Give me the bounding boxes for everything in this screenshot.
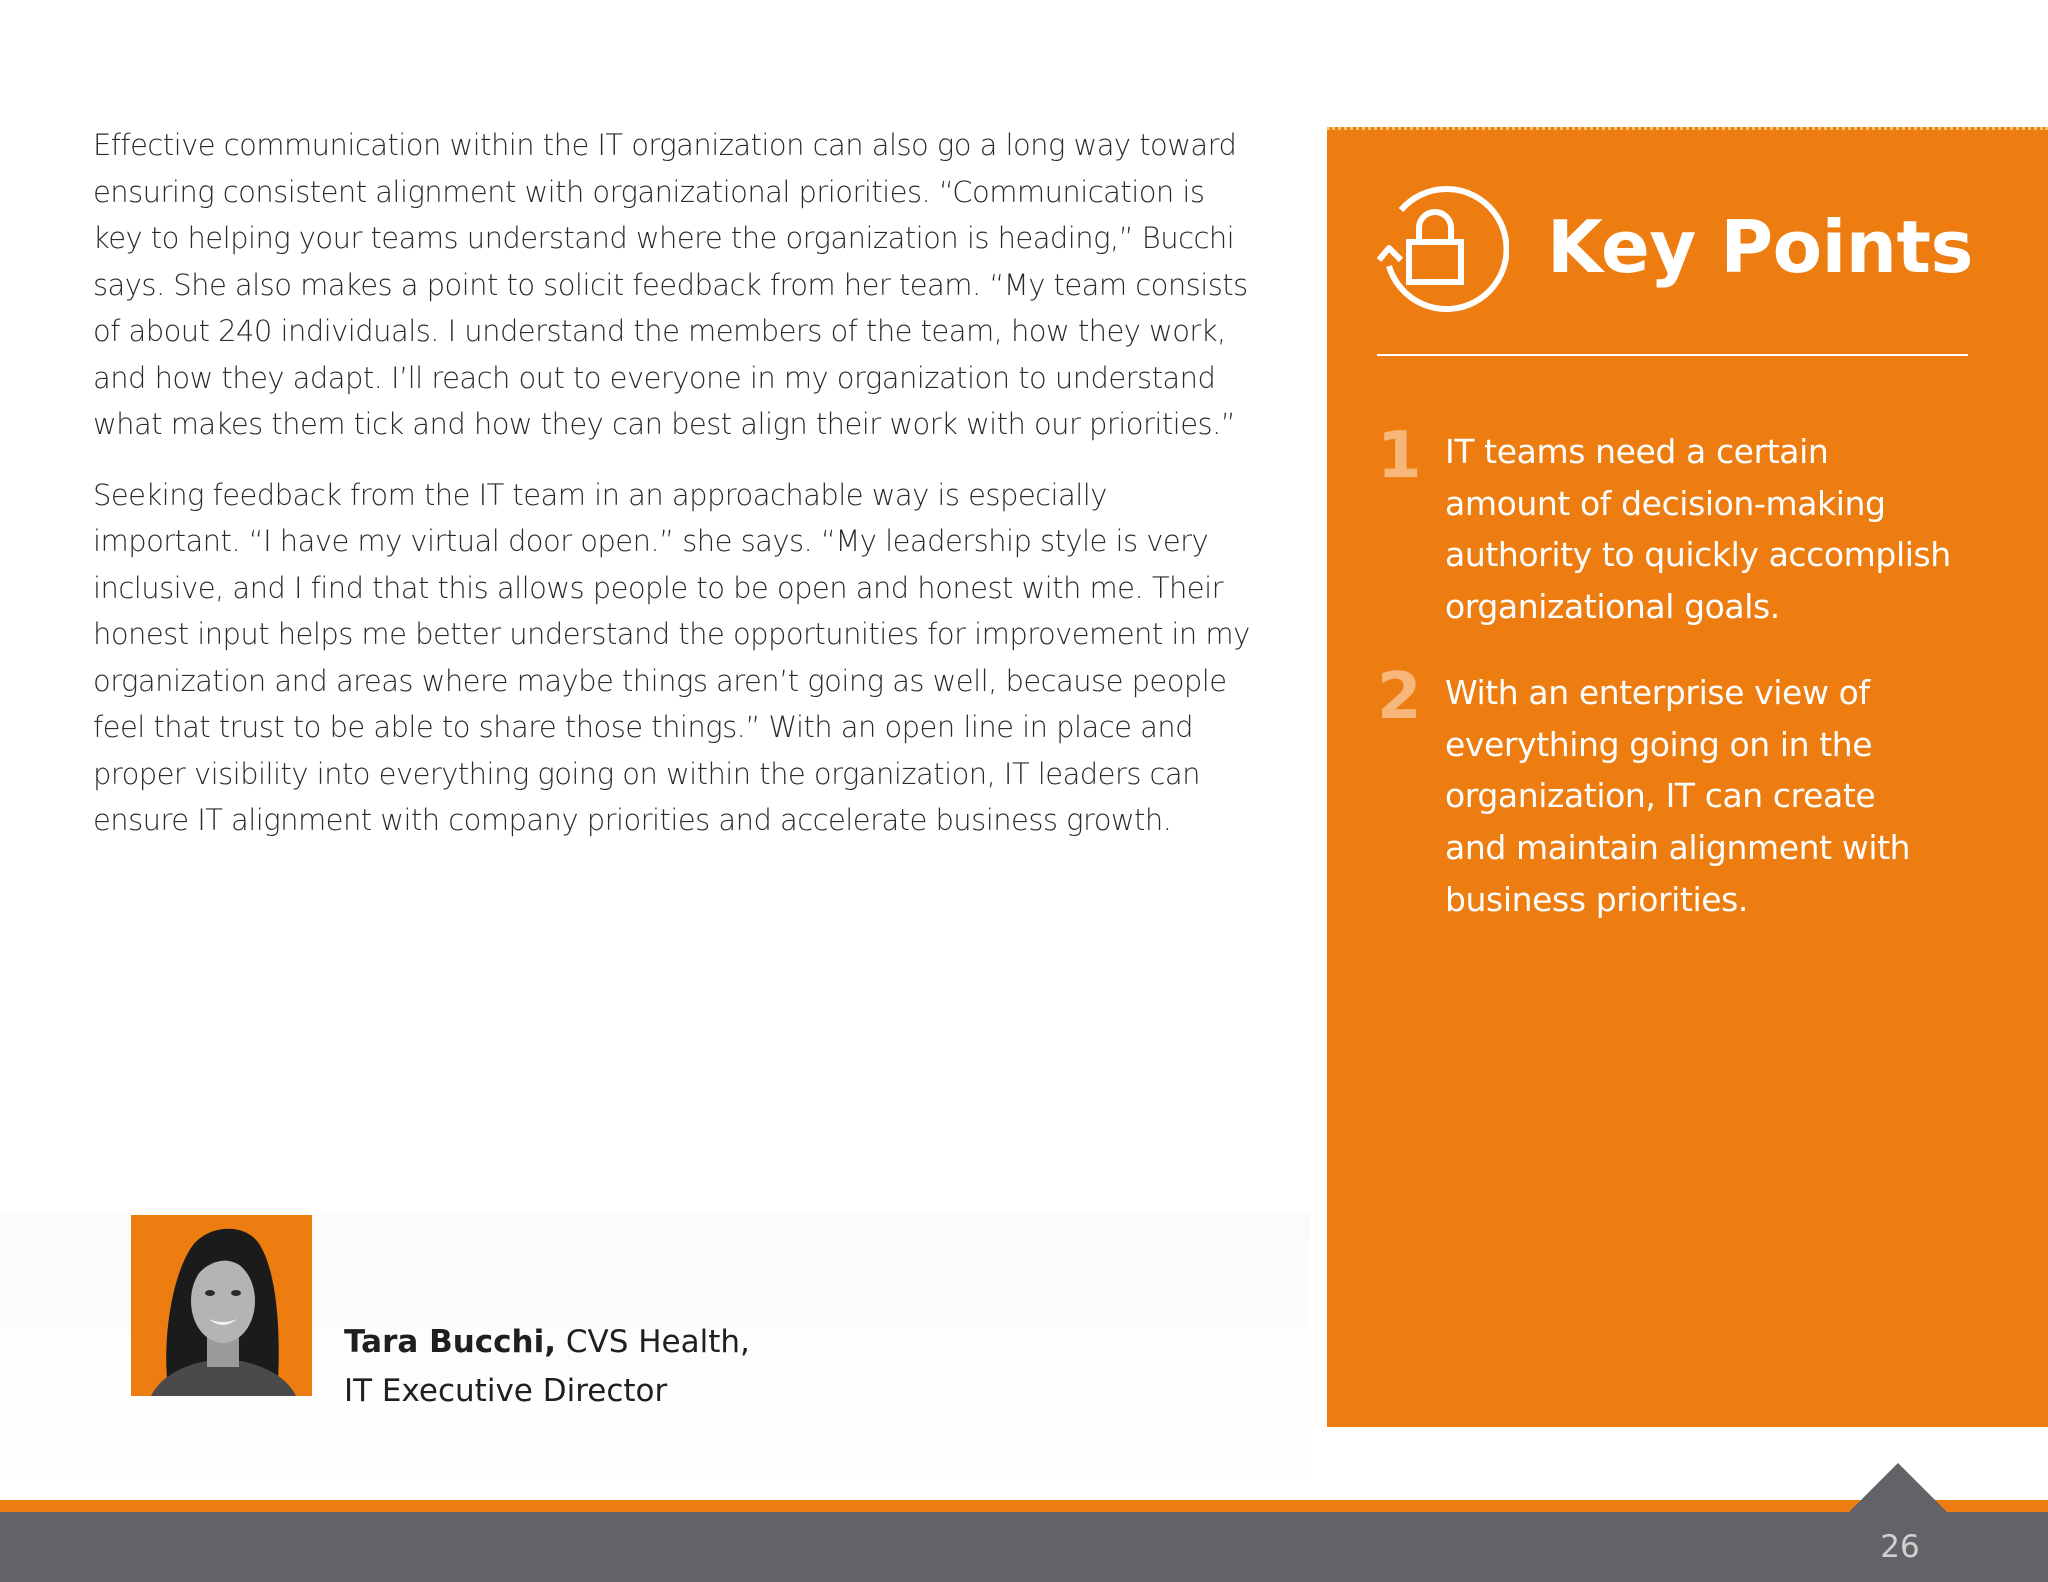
key-point-number: 2 [1377, 660, 1422, 734]
footer-bar [0, 1512, 2048, 1582]
attribution [344, 1318, 750, 1416]
lock-refresh-icon [1361, 174, 1509, 322]
article-paragraph: Seeking feedback from the IT team in an approachable way is especially important. “I have my virtual door open.” she says. “My leadership style is very inclusive, and I find that this allows people to be open and honest with me. Their honest input helps me better understand the opportunities for improvement in my organization and areas where maybe things aren’t going as well, because people feel that trust to be able to share those things.” With an open line in place and proper visibility into everything going on within the organization, IT leaders can ensure IT alignment with company priorities and accelerate business growth. [93, 477, 1250, 837]
page-number: 26 [1880, 1529, 1920, 1565]
attribution-line-1 [344, 1318, 750, 1367]
article-body [93, 122, 1253, 868]
person-name: Tara Bucchi, [344, 1324, 556, 1360]
key-points-panel [1327, 127, 2048, 1427]
key-point-text: With an enterprise view of everything going on in the organization, IT can create and maintain alignment with business priorities. [1445, 673, 1911, 919]
footer-accent-stripe [0, 1500, 2048, 1512]
panel-title: Key Points [1547, 205, 1973, 289]
key-point-number: 1 [1377, 419, 1422, 493]
portrait-photo [131, 1215, 312, 1396]
footer-tab-triangle [1848, 1463, 1948, 1513]
person-role: IT Executive Director [344, 1373, 668, 1409]
panel-divider [1377, 354, 1968, 356]
company-name: CVS Health, [556, 1324, 750, 1360]
key-point-text: IT teams need a certain amount of decision-making authority to quickly accomplish organizational goals. [1445, 432, 1951, 627]
article-paragraph: Effective communication within the IT organization can also go a long way toward ensuring consistent alignment with organizational priorities. “Communication is key to helping your teams understand where the organization is heading,” Bucchi says. She also makes a point to solicit feedback from her team. “My team consists of about 240 individuals. I understand the members of the team, how they work, and how they adapt. I’ll reach out to everyone in my organization to understand what makes them tick and how they can best align their work with our priorities.” [93, 128, 1248, 441]
